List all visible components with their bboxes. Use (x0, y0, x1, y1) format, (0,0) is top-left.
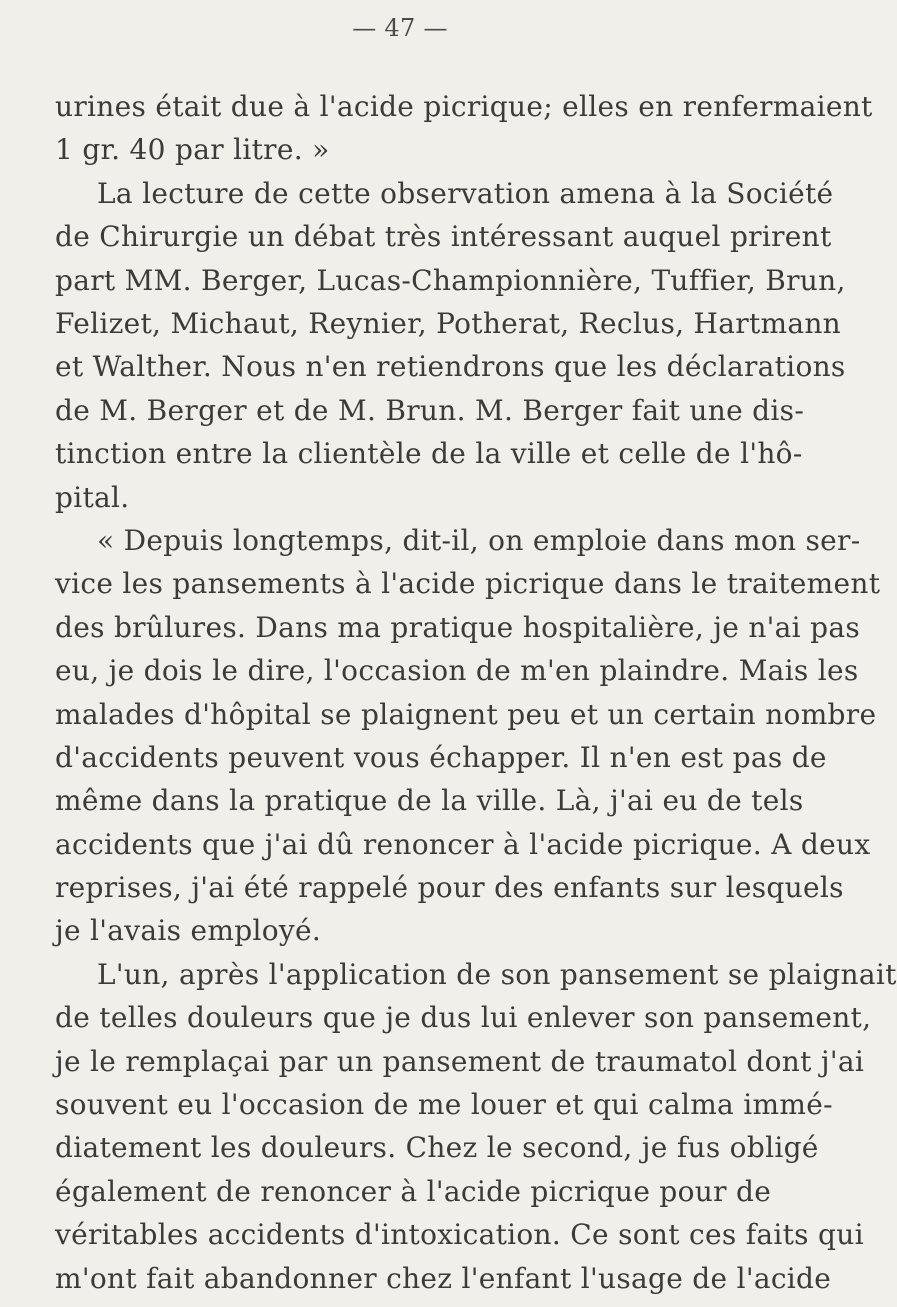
text-line-17: même dans la pratique de la ville. Là, j'ai eu de tels (55, 784, 804, 817)
text-line-26: également de renoncer à l'acide picrique pour de (55, 1175, 772, 1208)
text-line-27: véritables accidents d'intoxication. Ce sont ces faits qui (55, 1218, 864, 1251)
text-line-24: souvent eu l'occasion de me louer et qui calma immé- (55, 1088, 833, 1121)
text-line-8: de M. Berger et de M. Brun. M. Berger fait une dis- (55, 394, 805, 427)
text-line-3: La lecture de cette observation amena à la Société (97, 177, 834, 210)
text-line-12: vice les pansements à l'acide picrique dans le traitement (55, 567, 881, 600)
text-line-10: pital. (55, 481, 130, 514)
text-line-23: je le remplaçai par un pansement de traumatol dont j'ai (55, 1045, 865, 1078)
text-line-22: de telles douleurs que je dus lui enlever son pansement, (55, 1001, 872, 1034)
text-line-14: eu, je dois le dire, l'occasion de m'en plaindre. Mais les (55, 654, 859, 687)
text-line-7: et Walther. Nous n'en retiendrons que les déclarations (55, 350, 846, 383)
text-line-18: accidents que j'ai dû renoncer à l'acide picrique. A deux (55, 828, 871, 861)
text-line-6: Felizet, Michaut, Reynier, Potherat, Reclus, Hartmann (55, 307, 842, 340)
page-number: — 47 — (352, 14, 448, 42)
text-line-19: reprises, j'ai été rappelé pour des enfants sur lesquels (55, 871, 844, 904)
text-line-16: d'accidents peuvent vous échapper. Il n'en est pas de (55, 741, 827, 774)
text-line-2: 1 gr. 40 par litre. » (55, 133, 330, 166)
text-line-13: des brûlures. Dans ma pratique hospitalière, je n'ai pas (55, 611, 860, 644)
text-line-4: de Chirurgie un débat très intéressant auquel prirent (55, 220, 832, 253)
text-line-5: part MM. Berger, Lucas-Championnière, Tuffier, Brun, (55, 264, 846, 297)
text-line-15: malades d'hôpital se plaignent peu et un certain nombre (55, 698, 877, 731)
text-line-21: L'un, après l'application de son pansement se plaignait (97, 958, 897, 991)
text-line-9: tinction entre la clientèle de la ville et celle de l'hô- (55, 437, 803, 470)
text-line-1: urines était due à l'acide picrique; elles en renfermaient (55, 90, 873, 123)
text-line-20: je l'avais employé. (55, 914, 322, 947)
text-line-11: « Depuis longtemps, dit-il, on emploie dans mon ser- (97, 524, 861, 557)
text-line-28: m'ont fait abandonner chez l'enfant l'usage de l'acide (55, 1262, 832, 1295)
text-line-25: diatement les douleurs. Chez le second, je fus obligé (55, 1131, 819, 1164)
